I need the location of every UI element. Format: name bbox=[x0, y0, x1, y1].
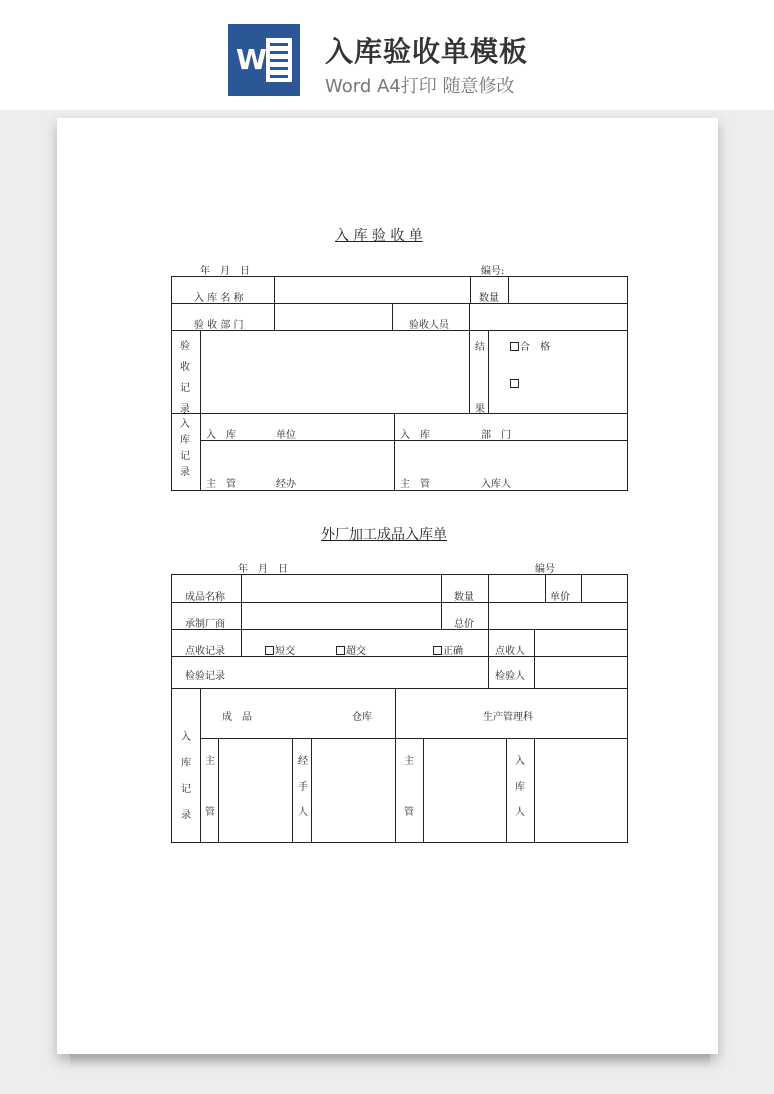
storage-label-char: 库 bbox=[180, 435, 190, 446]
storage-label-char: 入 bbox=[181, 732, 191, 743]
form2-title: 外厂加工成品入库单 bbox=[321, 527, 447, 543]
form1-rule bbox=[172, 413, 627, 414]
form2-rule bbox=[488, 575, 489, 629]
unit-price-label: 单价 bbox=[550, 592, 570, 603]
record-label-char: 收 bbox=[180, 362, 190, 373]
supervisor2-char: 主 bbox=[404, 756, 414, 767]
supervisor-char: 主 bbox=[205, 756, 215, 767]
document-page bbox=[57, 118, 718, 1054]
form1-rule bbox=[508, 277, 509, 304]
storage-label-char: 入 bbox=[180, 419, 190, 430]
form2-rule bbox=[581, 575, 582, 602]
form2-number: 编号 bbox=[535, 564, 555, 575]
document-lines-icon bbox=[266, 38, 292, 82]
form2-rule bbox=[311, 738, 312, 842]
word-letter: W bbox=[236, 43, 267, 76]
over-option-label: 超交 bbox=[346, 646, 366, 657]
storage-name-label: 入 库 名 称 bbox=[194, 293, 244, 304]
total-price-label: 总价 bbox=[454, 619, 474, 630]
form2-rule bbox=[534, 629, 535, 688]
storage-label-char: 库 bbox=[181, 758, 191, 769]
storage-label-char: 录 bbox=[181, 810, 191, 821]
template-header bbox=[0, 0, 774, 110]
form1-rule bbox=[392, 304, 393, 330]
handler-label: 经办 bbox=[276, 479, 296, 490]
pass-option-label: 合 格 bbox=[520, 342, 550, 353]
page-title: 入库验收单模板 bbox=[325, 35, 529, 68]
dept-label: 部 门 bbox=[481, 430, 511, 441]
form2-rule bbox=[241, 575, 242, 656]
unit-label: 单位 bbox=[276, 430, 296, 441]
handler-char: 经 bbox=[298, 756, 308, 767]
receipt-record-label: 点收记录 bbox=[185, 646, 225, 657]
quantity-label: 数量 bbox=[479, 293, 499, 304]
correct-checkbox[interactable] bbox=[433, 642, 463, 657]
production-dept-label: 生产管理科 bbox=[483, 712, 533, 723]
checkbox-icon bbox=[510, 342, 519, 351]
quantity-label-2: 数量 bbox=[454, 592, 474, 603]
inspector-label-2: 检验人 bbox=[495, 671, 525, 682]
form2-rule bbox=[218, 738, 219, 842]
vendor-label: 承制厂商 bbox=[185, 619, 225, 630]
form2-date: 年 月 日 bbox=[238, 564, 288, 575]
form1-date: 年 月 日 bbox=[200, 266, 250, 277]
form2-rule bbox=[172, 656, 627, 657]
form2-rule bbox=[200, 688, 201, 842]
fail-checkbox[interactable] bbox=[510, 379, 520, 390]
form1-rule bbox=[469, 304, 470, 330]
record-label-char: 录 bbox=[180, 404, 190, 415]
form2-rule bbox=[488, 629, 489, 688]
form2-rule bbox=[172, 688, 627, 689]
result-label-char: 结 bbox=[475, 342, 485, 353]
form1-table bbox=[171, 276, 628, 491]
form1-rule bbox=[470, 277, 471, 304]
handler-char: 手 bbox=[298, 782, 308, 793]
form2-rule bbox=[506, 738, 507, 842]
handler-char: 人 bbox=[298, 807, 308, 818]
supervisor-label: 主 管 bbox=[206, 479, 236, 490]
record-label-char: 验 bbox=[180, 341, 190, 352]
receiver-label: 点收人 bbox=[495, 646, 525, 657]
short-option-label: 短交 bbox=[275, 646, 295, 657]
form2-rule bbox=[441, 602, 442, 629]
form2-rule bbox=[534, 738, 535, 842]
storage-in-label-2: 入 库 bbox=[400, 430, 430, 441]
result-label-char: 果 bbox=[475, 404, 485, 415]
supervisor2-char: 管 bbox=[404, 807, 414, 818]
form1-rule bbox=[200, 330, 201, 490]
form2-rule bbox=[395, 688, 396, 842]
pass-checkbox[interactable] bbox=[510, 338, 550, 353]
storage-label-char: 记 bbox=[180, 451, 190, 462]
form1-rule bbox=[394, 413, 395, 490]
form1-rule bbox=[488, 330, 489, 413]
inspection-dept-label: 验 收 部 门 bbox=[194, 320, 244, 331]
form1-rule bbox=[469, 330, 470, 413]
correct-option-label: 正确 bbox=[443, 646, 463, 657]
form2-rule bbox=[441, 575, 442, 602]
inspector-label: 验收人员 bbox=[409, 320, 449, 331]
stock-person-char: 库 bbox=[515, 782, 525, 793]
over-checkbox[interactable] bbox=[336, 642, 366, 657]
form1-rule bbox=[274, 277, 275, 330]
storage-label-char: 录 bbox=[180, 467, 190, 478]
record-label-char: 记 bbox=[180, 383, 190, 394]
stock-person-char: 人 bbox=[515, 807, 525, 818]
checkbox-icon bbox=[510, 379, 519, 388]
form2-rule bbox=[423, 738, 424, 842]
stock-person-char: 入 bbox=[515, 756, 525, 767]
storage-in-label: 入 库 bbox=[206, 430, 236, 441]
checkbox-icon bbox=[265, 646, 274, 655]
warehouse-label: 仓库 bbox=[352, 712, 372, 723]
form1-number: 编号: bbox=[481, 266, 505, 277]
form2-rule bbox=[545, 575, 546, 602]
form2-rule bbox=[200, 738, 627, 739]
inspection-record-label: 检验记录 bbox=[185, 671, 225, 682]
checkbox-icon bbox=[336, 646, 345, 655]
paper-shadow bbox=[70, 1054, 710, 1068]
stock-person-label: 入库人 bbox=[481, 479, 511, 490]
form1-title: 入 库 验 收 单 bbox=[335, 228, 423, 244]
supervisor-char: 管 bbox=[205, 807, 215, 818]
supervisor-label-2: 主 管 bbox=[400, 479, 430, 490]
short-checkbox[interactable] bbox=[265, 642, 295, 657]
form2-rule bbox=[292, 738, 293, 842]
finished-product-label: 成 品 bbox=[222, 712, 252, 723]
word-icon bbox=[228, 24, 300, 96]
product-name-label: 成品名称 bbox=[185, 592, 225, 603]
page-subtitle: Word A4打印 随意修改 bbox=[325, 76, 515, 97]
checkbox-icon bbox=[433, 646, 442, 655]
storage-label-char: 记 bbox=[181, 784, 191, 795]
